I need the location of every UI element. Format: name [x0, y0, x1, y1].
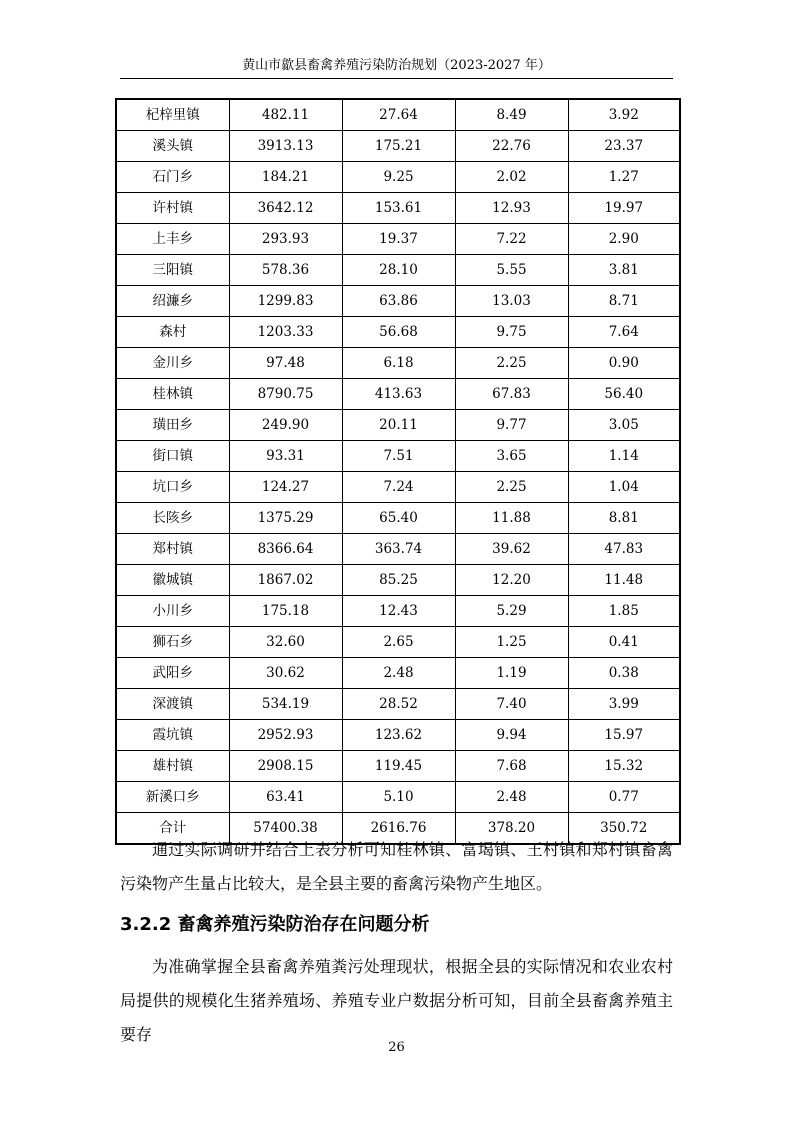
paragraph-summary: 通过实际调研并结合上表分析可知桂林镇、富堨镇、王村镇和郑村镇畜禽污染物产生量占比较大，是全县主要的畜禽污染物产生地区。	[120, 840, 673, 893]
table-cell-value: 3.81	[568, 255, 680, 286]
table-cell-value: 0.38	[568, 658, 680, 689]
table-row	[116, 224, 680, 255]
table-row	[116, 255, 680, 286]
table-cell-value: 32.60	[229, 627, 342, 658]
table-cell-value: 119.45	[342, 751, 455, 782]
table-cell-value: 12.43	[342, 596, 455, 627]
table-row	[116, 720, 680, 751]
table-cell-town: 霞坑镇	[116, 720, 229, 751]
table-cell-town: 狮石乡	[116, 627, 229, 658]
table-cell-value: 8366.64	[229, 534, 342, 565]
table-row	[116, 193, 680, 224]
table-cell-value: 1375.29	[229, 503, 342, 534]
table-body	[116, 99, 680, 844]
table-cell-value: 57400.38	[229, 813, 342, 845]
table-cell-value: 9.25	[342, 162, 455, 193]
table-row	[116, 782, 680, 813]
table-cell-value: 28.10	[342, 255, 455, 286]
table-cell-value: 1299.83	[229, 286, 342, 317]
table-cell-town: 上丰乡	[116, 224, 229, 255]
table-row	[116, 410, 680, 441]
table-cell-value: 175.18	[229, 596, 342, 627]
table-cell-town: 雄村镇	[116, 751, 229, 782]
table-cell-value: 9.94	[455, 720, 568, 751]
table-cell-value: 7.51	[342, 441, 455, 472]
table-cell-value: 153.61	[342, 193, 455, 224]
table-cell-value: 2.65	[342, 627, 455, 658]
table-cell-value: 28.52	[342, 689, 455, 720]
table-cell-town: 深渡镇	[116, 689, 229, 720]
table-row	[116, 627, 680, 658]
table-cell-value: 2.25	[455, 472, 568, 503]
table-cell-value: 85.25	[342, 565, 455, 596]
table-cell-value: 8.71	[568, 286, 680, 317]
table-cell-value: 1.14	[568, 441, 680, 472]
table-cell-value: 15.97	[568, 720, 680, 751]
table-row	[116, 689, 680, 720]
table-cell-value: 19.97	[568, 193, 680, 224]
table-cell-value: 9.77	[455, 410, 568, 441]
table-row	[116, 441, 680, 472]
table-cell-value: 56.40	[568, 379, 680, 410]
table-cell-value: 534.19	[229, 689, 342, 720]
table-cell-value: 47.83	[568, 534, 680, 565]
table-cell-town: 桂林镇	[116, 379, 229, 410]
table-cell-value: 7.24	[342, 472, 455, 503]
table-cell-town: 新溪口乡	[116, 782, 229, 813]
table-row	[116, 348, 680, 379]
table-cell-value: 11.88	[455, 503, 568, 534]
table-cell-value: 7.68	[455, 751, 568, 782]
page-number: 26	[388, 1040, 405, 1055]
table-row	[116, 565, 680, 596]
table-cell-value: 0.41	[568, 627, 680, 658]
table-cell-value: 1.04	[568, 472, 680, 503]
table-cell-value: 1.25	[455, 627, 568, 658]
table-cell-town: 石门乡	[116, 162, 229, 193]
table-cell-value: 249.90	[229, 410, 342, 441]
table-cell-value: 1.85	[568, 596, 680, 627]
table-row	[116, 503, 680, 534]
table-cell-value: 2952.93	[229, 720, 342, 751]
table-cell-town: 长陔乡	[116, 503, 229, 534]
table-cell-value: 67.83	[455, 379, 568, 410]
table-cell-value: 0.77	[568, 782, 680, 813]
table-cell-value: 2.25	[455, 348, 568, 379]
table-row	[116, 472, 680, 503]
table-cell-value: 3.92	[568, 99, 680, 131]
table-cell-value: 1.19	[455, 658, 568, 689]
table-cell-town: 小川乡	[116, 596, 229, 627]
table-row	[116, 379, 680, 410]
table-row	[116, 658, 680, 689]
paragraph-intro: 为准确掌握全县畜禽养殖粪污处理现状，根据全县的实际情况和农业农村局提供的规模化生猪养殖场、养殖专业户数据分析可知，目前全县畜禽养殖主要存	[120, 957, 673, 1044]
table-cell-value: 578.36	[229, 255, 342, 286]
table-cell-value: 363.74	[342, 534, 455, 565]
table-row	[116, 162, 680, 193]
section-heading: 3.2.2 畜禽养殖污染防治存在问题分析	[120, 914, 430, 935]
table-cell-value: 482.11	[229, 99, 342, 131]
table-cell-town: 绍濂乡	[116, 286, 229, 317]
table-cell-town: 街口镇	[116, 441, 229, 472]
table-cell-value: 30.62	[229, 658, 342, 689]
table-cell-value: 1867.02	[229, 565, 342, 596]
table-cell-value: 293.93	[229, 224, 342, 255]
table-cell-value: 7.22	[455, 224, 568, 255]
table-cell-value: 2.90	[568, 224, 680, 255]
table-cell-value: 2.48	[342, 658, 455, 689]
table-cell-value: 11.48	[568, 565, 680, 596]
table-cell-value: 22.76	[455, 131, 568, 162]
table-cell-value: 63.41	[229, 782, 342, 813]
table-cell-value: 413.63	[342, 379, 455, 410]
table-cell-value: 93.31	[229, 441, 342, 472]
table-cell-value: 9.75	[455, 317, 568, 348]
table-cell-town: 璜田乡	[116, 410, 229, 441]
table-cell-town: 杞梓里镇	[116, 99, 229, 131]
table-cell-value: 378.20	[455, 813, 568, 845]
table-cell-value: 3642.12	[229, 193, 342, 224]
table-cell-town: 坑口乡	[116, 472, 229, 503]
table-cell-value: 3.99	[568, 689, 680, 720]
table-cell-value: 63.86	[342, 286, 455, 317]
table-row	[116, 596, 680, 627]
table-cell-value: 123.62	[342, 720, 455, 751]
pollution-table	[115, 98, 681, 845]
table-cell-value: 3.05	[568, 410, 680, 441]
table-row	[116, 751, 680, 782]
table-cell-town: 武阳乡	[116, 658, 229, 689]
table-cell-value: 2908.15	[229, 751, 342, 782]
table-cell-value: 39.62	[455, 534, 568, 565]
table-cell-town: 郑村镇	[116, 534, 229, 565]
table-cell-value: 2616.76	[342, 813, 455, 845]
table-cell-town: 合计	[116, 813, 229, 845]
table-cell-town: 溪头镇	[116, 131, 229, 162]
table-cell-town: 徽城镇	[116, 565, 229, 596]
table-cell-value: 56.68	[342, 317, 455, 348]
table-cell-value: 3.65	[455, 441, 568, 472]
page-header: 黄山市歙县畜禽养殖污染防治规划（2023-2027 年）	[242, 58, 551, 73]
table-cell-value: 13.03	[455, 286, 568, 317]
header-rule	[120, 78, 673, 79]
table-cell-value: 1.27	[568, 162, 680, 193]
table-cell-value: 19.37	[342, 224, 455, 255]
table-cell-value: 8790.75	[229, 379, 342, 410]
table-cell-value: 12.93	[455, 193, 568, 224]
table-cell-value: 2.48	[455, 782, 568, 813]
table-cell-town: 许村镇	[116, 193, 229, 224]
table-row	[116, 131, 680, 162]
table-row	[116, 317, 680, 348]
table-cell-value: 2.02	[455, 162, 568, 193]
table-cell-value: 8.49	[455, 99, 568, 131]
table-cell-value: 5.10	[342, 782, 455, 813]
table-cell-value: 15.32	[568, 751, 680, 782]
table-cell-value: 5.29	[455, 596, 568, 627]
table-cell-value: 7.64	[568, 317, 680, 348]
table-row	[116, 286, 680, 317]
table-cell-value: 184.21	[229, 162, 342, 193]
table-cell-value: 175.21	[342, 131, 455, 162]
table-cell-town: 三阳镇	[116, 255, 229, 286]
table-cell-value: 5.55	[455, 255, 568, 286]
table-cell-value: 3913.13	[229, 131, 342, 162]
table-cell-value: 8.81	[568, 503, 680, 534]
table-cell-value: 97.48	[229, 348, 342, 379]
table-cell-value: 1203.33	[229, 317, 342, 348]
table-row	[116, 534, 680, 565]
table-cell-town: 金川乡	[116, 348, 229, 379]
table-cell-value: 65.40	[342, 503, 455, 534]
table-cell-value: 0.90	[568, 348, 680, 379]
table-cell-value: 23.37	[568, 131, 680, 162]
table-cell-value: 6.18	[342, 348, 455, 379]
table-cell-value: 350.72	[568, 813, 680, 845]
table-cell-value: 12.20	[455, 565, 568, 596]
table-cell-value: 27.64	[342, 99, 455, 131]
table-cell-value: 124.27	[229, 472, 342, 503]
table-row	[116, 99, 680, 131]
table-cell-value: 7.40	[455, 689, 568, 720]
table-cell-value: 20.11	[342, 410, 455, 441]
table-cell-town: 森村	[116, 317, 229, 348]
